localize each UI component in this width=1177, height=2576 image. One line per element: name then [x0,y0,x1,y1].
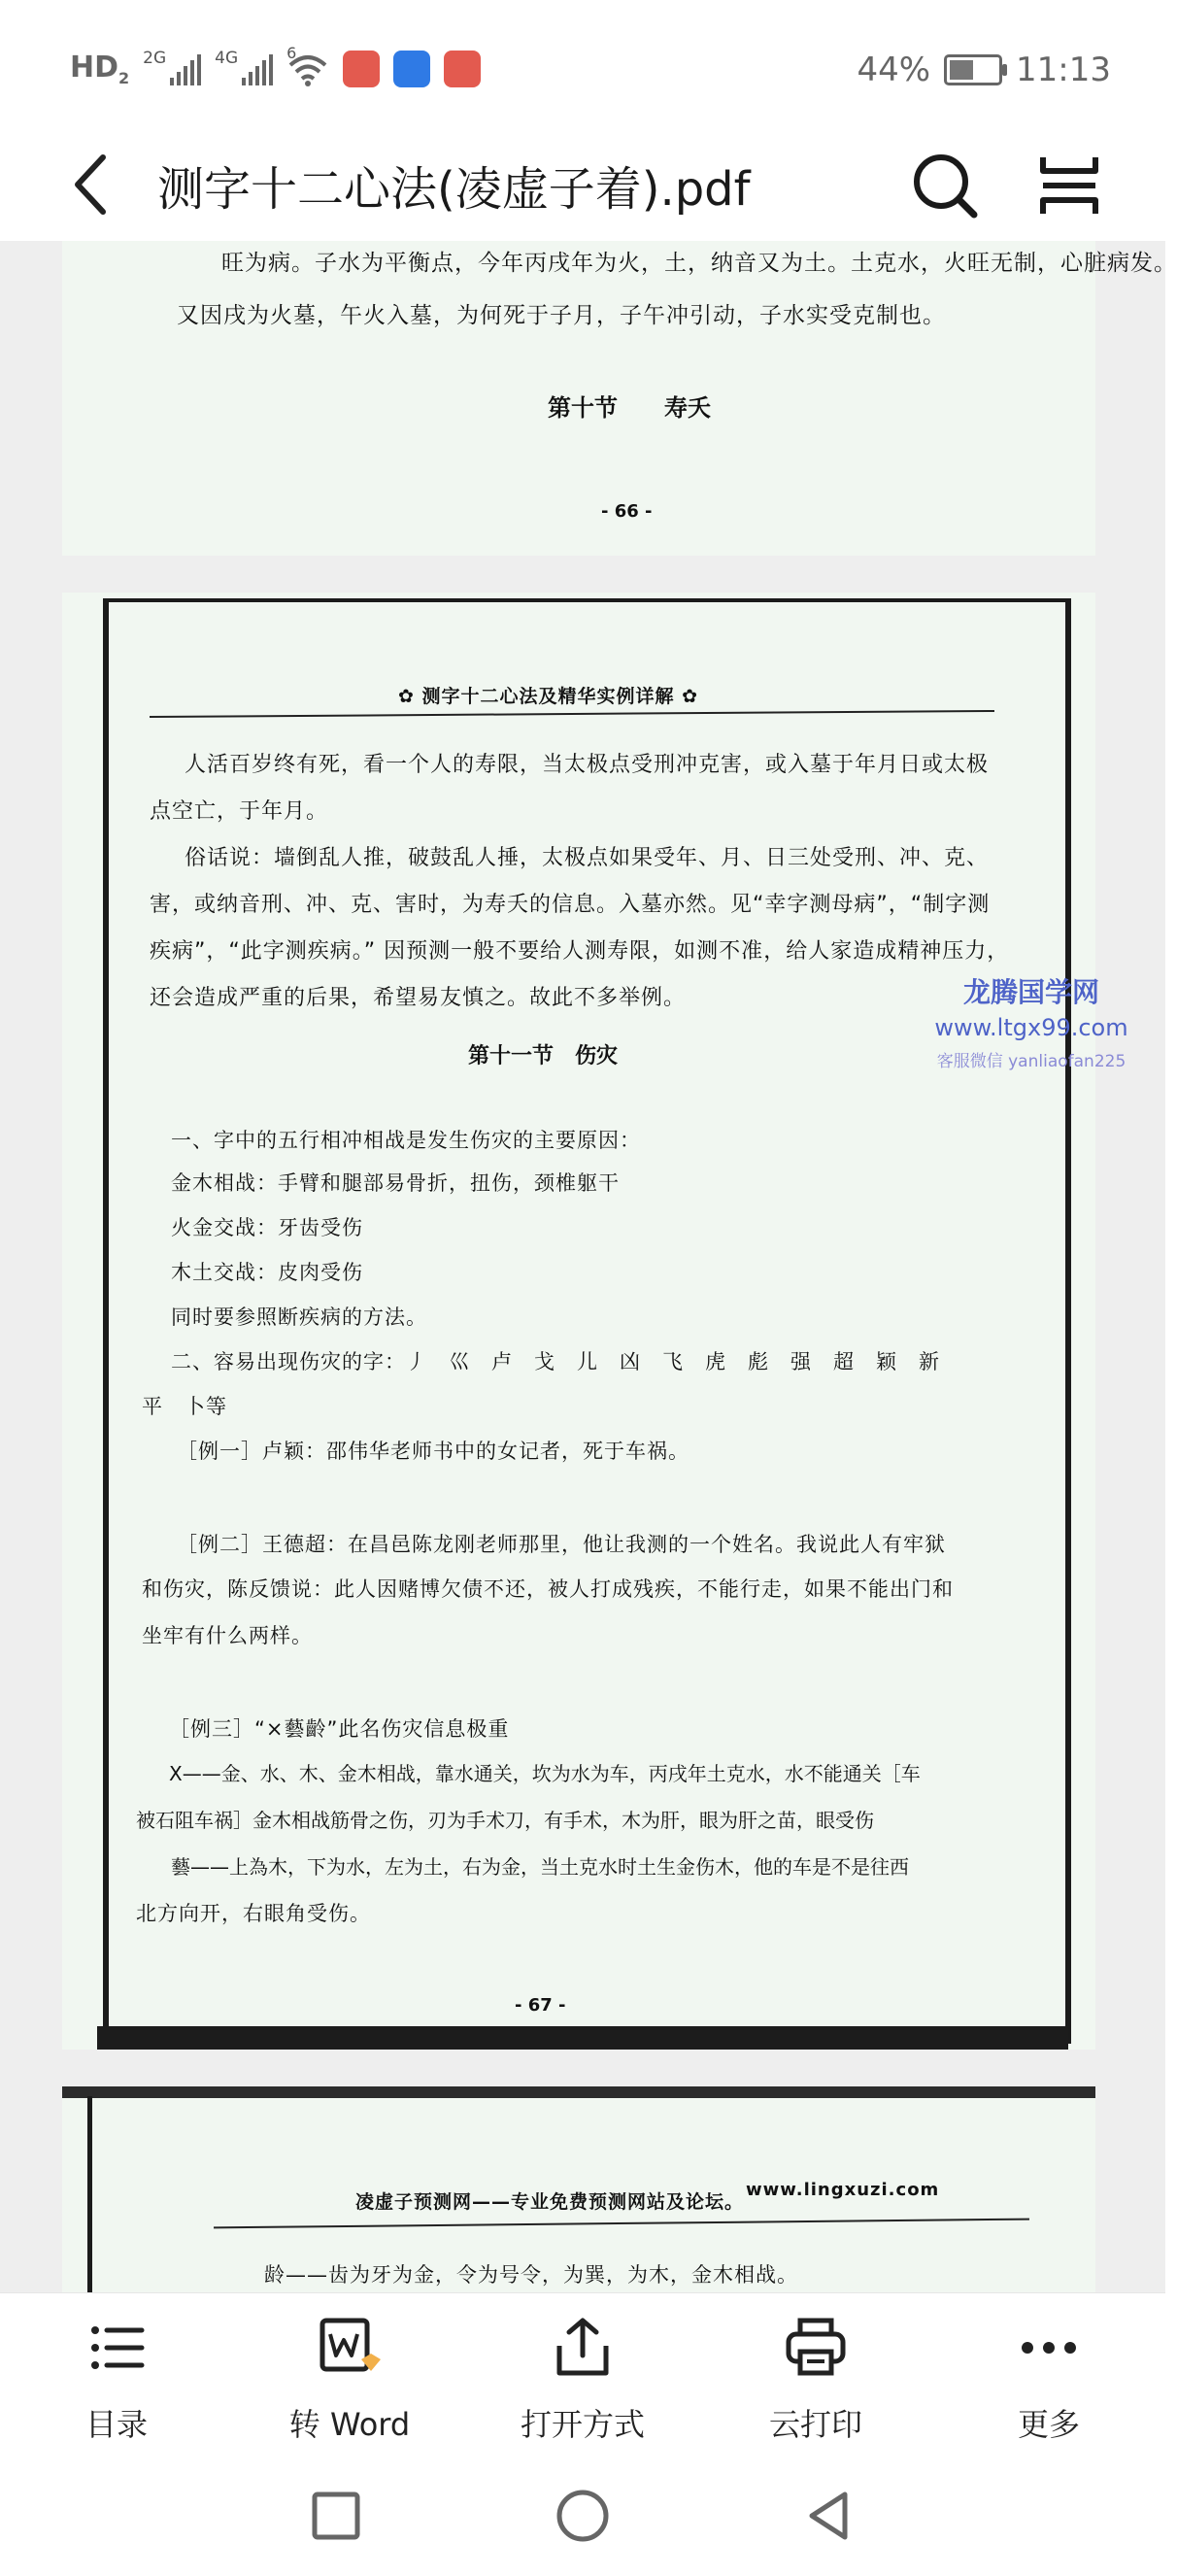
app-notification-icon [444,51,481,87]
page-header-url: www.lingxuzi.com [746,2180,940,2200]
open-with-button[interactable] [486,2313,680,2445]
page-number: - 67 - [515,1995,566,2016]
page-text-line: 龄——齿为牙为金，令为号令，为巽，为木，金木相战。 [264,2263,798,2287]
document-title: 测字十二心法(凌虚子着).pdf [157,162,751,217]
convert-word-icon [315,2313,385,2383]
printer-icon [781,2313,851,2383]
page-text-line: 害，或纳音刑、冲、克、害时，为寿夭的信息。入墓亦然。见“幸字测母病”，“制字测 [150,893,991,917]
signal-icon: 2G [143,52,201,85]
page-text-line: 俗话说：墙倒乱人推，破鼓乱人捶，太极点如果受年、月、日三处受刑、冲、克、 [185,846,990,870]
page-text-line: 坐牢有什么两样。 [142,1624,313,1647]
recent-apps-button[interactable] [307,2487,365,2545]
battery-icon [944,54,1002,85]
circle-icon [554,2487,612,2545]
convert-word-button[interactable] [252,2313,447,2445]
wifi-icon: 6 [286,51,329,86]
battery-percent: 44% [857,51,931,89]
sandwich-menu-icon [1035,152,1103,220]
site-watermark [925,971,1138,1071]
toc-button[interactable] [19,2313,214,2445]
list-icon [82,2313,151,2383]
page-text-line: 北方向开，右眼角受伤。 [136,1902,371,1925]
title-bar [0,124,1165,241]
signal-icon: 4G [215,52,273,85]
page-text-line: 二、容易出现伤灾的字：丿 巛 卢 戈 儿 凶 飞 虎 彪 强 超 颖 新 [171,1350,940,1373]
page-text-line: 人活百岁终有死，看一个人的寿限，当太极点受刑冲克害，或入墓于年月日或太极 [185,753,990,777]
page-text-line: 疾病”，“此字测疾病。” 因预测一般不要给人测寿限，如测不准，给人家造成精神压力， [150,939,1010,964]
battery-level [950,60,973,80]
page-text-line: 火金交战：牙齿受伤 [171,1216,363,1239]
chevron-left-icon [62,146,120,223]
app-notification-icon [393,51,430,87]
status-right [857,51,1111,89]
scan-bottom-edge [97,2026,1068,2050]
page-text-line: ［例三］“×藝齡”此名伤灾信息极重 [169,1717,510,1741]
hd-voice-indicator: $HD_2$ [70,51,130,87]
pdf-page-68 [62,2086,1095,2292]
share-open-icon [548,2313,618,2383]
system-nav-bar [0,2457,1165,2576]
toolbar-label: 更多 [1017,2406,1080,2443]
toolbar-label: 打开方式 [520,2406,645,2443]
watermark-name: 龙腾国学网 [962,976,1099,1008]
watermark-service: 客服微信 yanliaofan225 [936,1052,1127,1071]
status-left [70,44,481,87]
section-title: 第十节 寿夭 [548,394,711,422]
page-header-text: 凌虚子预测网——专业免费预测网站及论坛。 [355,2191,745,2213]
page-text-line: 同时要参照断疾病的方法。 [171,1305,427,1329]
page-text-line: ［例一］卢颖：邵伟华老师书中的女记者，死于车祸。 [177,1440,689,1463]
page-text-line: 金木相战：手臂和腿部易骨折，扭伤，颈椎躯干 [171,1171,620,1195]
toolbar-label: 转 Word [288,2406,411,2443]
square-icon [307,2487,365,2545]
page-number: - 66 - [601,501,653,522]
back-button[interactable] [62,146,120,223]
page-text-line: 木土交战：皮肉受伤 [171,1261,363,1284]
page-text-line: ［例二］王德超：在昌邑陈龙刚老师那里，他让我测的一个姓名。我说此人有牢狱 [177,1533,946,1556]
bottom-toolbar [0,2292,1165,2458]
toolbar-label: 目录 [84,2406,148,2443]
search-button[interactable] [908,149,982,222]
pdf-page-66 [62,241,1177,556]
watermark-url: www.ltgx99.com [934,1014,1128,1041]
search-icon [908,149,982,222]
triangle-back-icon [800,2487,858,2545]
menu-button[interactable] [1035,152,1103,220]
page-text-line: 一、字中的五行相冲相战是发生伤灾的主要原因： [171,1129,641,1152]
toolbar-label: 云打印 [768,2406,862,2443]
cloud-print-button[interactable] [719,2313,913,2445]
page-text-line: 藝——上為木，下为水，左为土，右为金，当土克水时土生金伤木，他的车是不是往西 [171,1855,909,1879]
page-text-line: 旺为病。子水为平衡点，今年丙戌年为火，土，纳音又为土。土克水，火旺无制，心脏病发。 [221,251,1177,276]
page-text-line: 和伤灾，陈反馈说：此人因赌博欠债不还，被人打成残疾，不能行走，如果不能出门和 [142,1577,954,1601]
section-title: 第十一节 伤灾 [468,1044,619,1068]
page-text-line: 平 卜等 [142,1395,227,1418]
running-head: ✿ 测字十二心法及精华实例详解 ✿ [398,686,699,707]
page-text-line: X——金、水、木、金木相战，靠水通关，坎为水为车，丙戌年土克水，水不能通关［车 [169,1762,921,1785]
page-text-line: 被石阻车祸］金木相战筋骨之伤，刃为手术刀，有手术，木为肝，眼为肝之苗，眼受伤 [136,1809,874,1832]
app-notification-icon [343,51,380,87]
more-dots-icon [1014,2313,1084,2383]
clock: 11:13 [1016,51,1111,89]
page-text-line: 点空亡，于年月。 [150,799,329,824]
page-text-line: 又因戌为火墓，午火入墓，为何死于子月，子午冲引动，子水实受克制也。 [177,303,946,328]
nav-back-button[interactable] [800,2487,858,2545]
home-button[interactable] [554,2487,612,2545]
pdf-viewer[interactable] [0,241,1177,2292]
page-text-line: 还会造成严重的后果，希望易友慎之。故此不多举例。 [150,986,687,1010]
more-button[interactable] [952,2313,1146,2445]
pdf-page-67 [62,593,1128,2050]
